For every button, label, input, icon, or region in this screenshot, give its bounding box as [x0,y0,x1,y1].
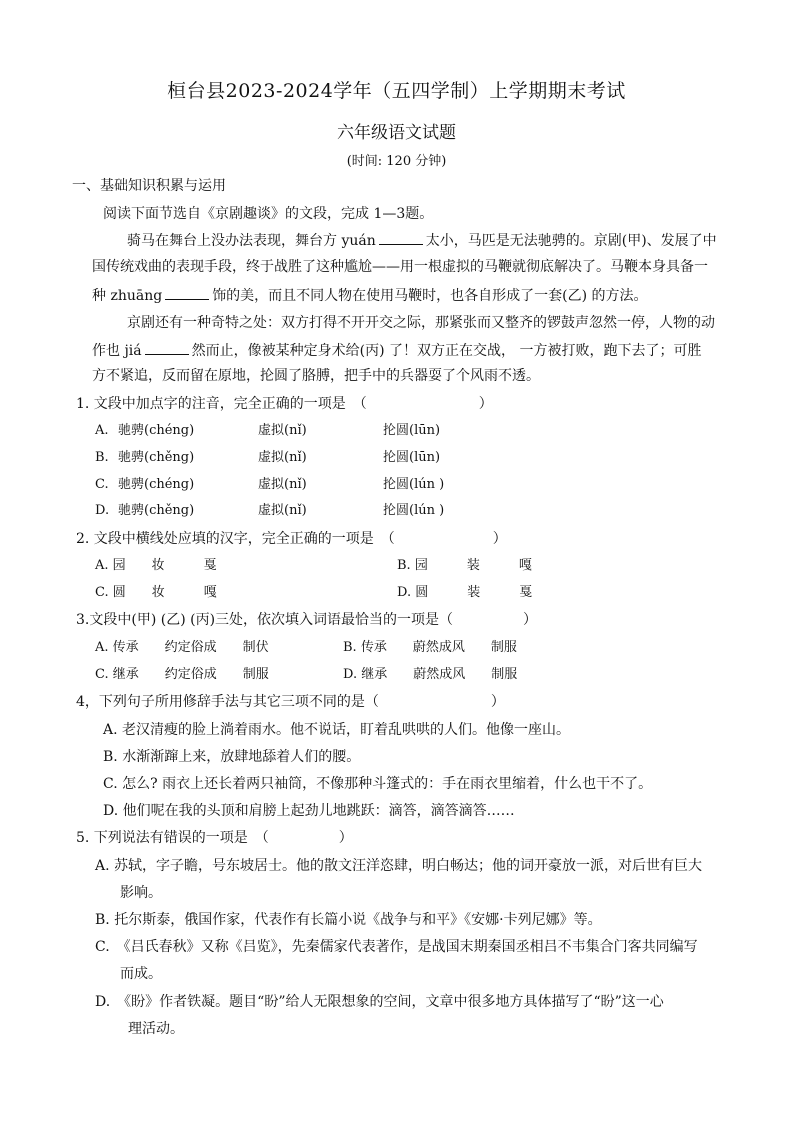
passage-p2-line1: 京剧还有一种奇特之处：双方打得不开开交之际，那紧张而又整齐的锣鼓声忽然一停，人物的动 [127,315,715,331]
question-3-option-a: A. 传承 约定俗成 制伏 [95,640,269,655]
passage-p1-line3 [92,285,648,306]
question-5-option-d-line2: 理活动。 [128,1021,184,1037]
passage-text: 太小，马匹是无法驰骋的。京剧(甲)、发展了中 [425,233,717,249]
question-5-option-d-line1: D. 《盼》作者铁凝。题目“盼”给人无限想象的空间，文章中很多地方具体描写了“盼”这一心 [95,994,664,1010]
option-item: 抡圆(lūn) [383,450,441,465]
passage-intro: 阅读下面节选自《京剧趣谈》的文段，完成 1—3题。 [103,206,434,222]
question-3-option-c: C. 继承 约定俗成 制服 [95,667,269,682]
option-item: 虚拟(nǐ) [258,423,307,438]
passage-text: 饰的美，而且不同人物在使用马鞭时，也各自形成了一套(乙) 的方法。 [212,288,648,304]
passage-p1-line2: 国传统戏曲的表现手段，终于战胜了这种尴尬——用一根虚拟的马鞭就彻底解决了。马鞭本身具备一 [92,259,708,275]
passage-text: 然而止，像被某种定身术给(丙) 了！双方正在交战， 一方被打败，跑下去了；可胜 [191,343,702,359]
fill-blank [145,340,189,355]
question-2-option-a: A. 园 妆 戛 [95,558,217,573]
option-label: B. [95,450,109,465]
question-3-option-b: B. 传承 蔚然成风 制服 [343,640,517,655]
fill-blank [165,285,209,300]
exam-time: (时间: 120 分钟) [346,154,447,169]
passage-text: 种 zhuāng [92,288,163,304]
exam-subtitle: 六年级语文试题 [337,123,456,143]
passage-p2-line3: 方不紧追，反而留在原地，抡圆了胳膊，把手中的兵器耍了个风雨不透。 [92,368,540,384]
question-2-stem: 2. 文段中横线处应填的汉字，完全正确的一项是 （ ） [76,531,507,547]
question-4-stem: 4，下列句子所用修辞手法与其它三项不同的是（ ） [76,694,505,710]
passage-p2-line2 [92,340,701,361]
option-label: C. [95,477,109,492]
question-5-option-a-line2: 影响。 [120,885,162,901]
option-item: 虚拟(nǐ) [258,503,307,518]
passage-text: 作也 jiá [92,343,142,359]
question-2-option-b: B. 园 装 嘎 [397,558,532,573]
option-item: 驰骋(chěng) [118,450,195,465]
question-4-option-c: C. 怎么? 雨衣上还长着两只袖筒，不像那种斗篷式的：手在雨衣里缩着，什么也干不了。 [103,776,653,792]
question-5-option-b: B. 托尔斯泰，俄国作家，代表作有长篇小说《战争与和平》《安娜·卡列尼娜》等。 [95,912,602,928]
option-item: 抡圆(lūn) [383,423,441,438]
question-1-stem: 1. 文段中加点字的注音，完全正确的一项是 （ ） [76,396,493,412]
question-2-option-d: D. 圆 装 戛 [397,585,533,600]
option-item: 驰骋(chěng) [118,503,195,518]
option-item: 驰骋(chéng) [118,477,195,492]
option-item: 虚拟(nǐ) [258,477,307,492]
option-item: 驰骋(chéng) [118,423,195,438]
question-4-option-d: D. 他们呢在我的头顶和肩膀上起劲儿地跳跃：滴答，滴答滴答…… [103,803,515,819]
passage-text: 骑马在舞台上没办法表现，舞台方 yuán [127,233,376,249]
passage-p1-line1 [127,230,717,251]
option-item: 抡圆(lún ) [383,503,445,518]
fill-blank [379,230,423,245]
question-5-option-c-line2: 而成。 [120,966,162,982]
question-3-stem: 3.文段中(甲) (乙) (丙)三处，依次填入词语最恰当的一项是（ ） [76,612,538,628]
question-4-option-a: A. 老汉清瘦的脸上淌着雨水。他不说话，盯着乱哄哄的人们。他像一座山。 [103,722,571,738]
question-5-option-a-line1: A. 苏轼，字子瞻，号东坡居士。他的散文汪洋恣肆，明白畅达；他的词开豪放一派，对后世有巨大 [95,858,703,874]
option-item: 抡圆(lún ) [383,477,445,492]
question-3-option-d: D. 继承 蔚然成风 制服 [343,667,518,682]
exam-title: 桓台县2023-2024学年（五四学制）上学期期末考试 [167,80,626,102]
option-label: A. [95,423,109,438]
option-label: D. [95,503,110,518]
question-5-stem: 5. 下列说法有错误的一项是 （ ） [76,830,353,846]
question-2-option-c: C. 圆 妆 嘎 [95,585,217,600]
option-item: 虚拟(nǐ) [258,450,307,465]
question-4-option-b: B. 水渐渐蹿上来，放肆地舔着人们的腰。 [103,749,361,765]
section-heading: 一、基础知识积累与运用 [72,178,226,194]
question-5-option-c-line1: C. 《吕氏春秋》又称《吕览》，先秦儒家代表著作，是战国末期秦国丞相吕不韦集合门客共同编写 [95,939,698,955]
